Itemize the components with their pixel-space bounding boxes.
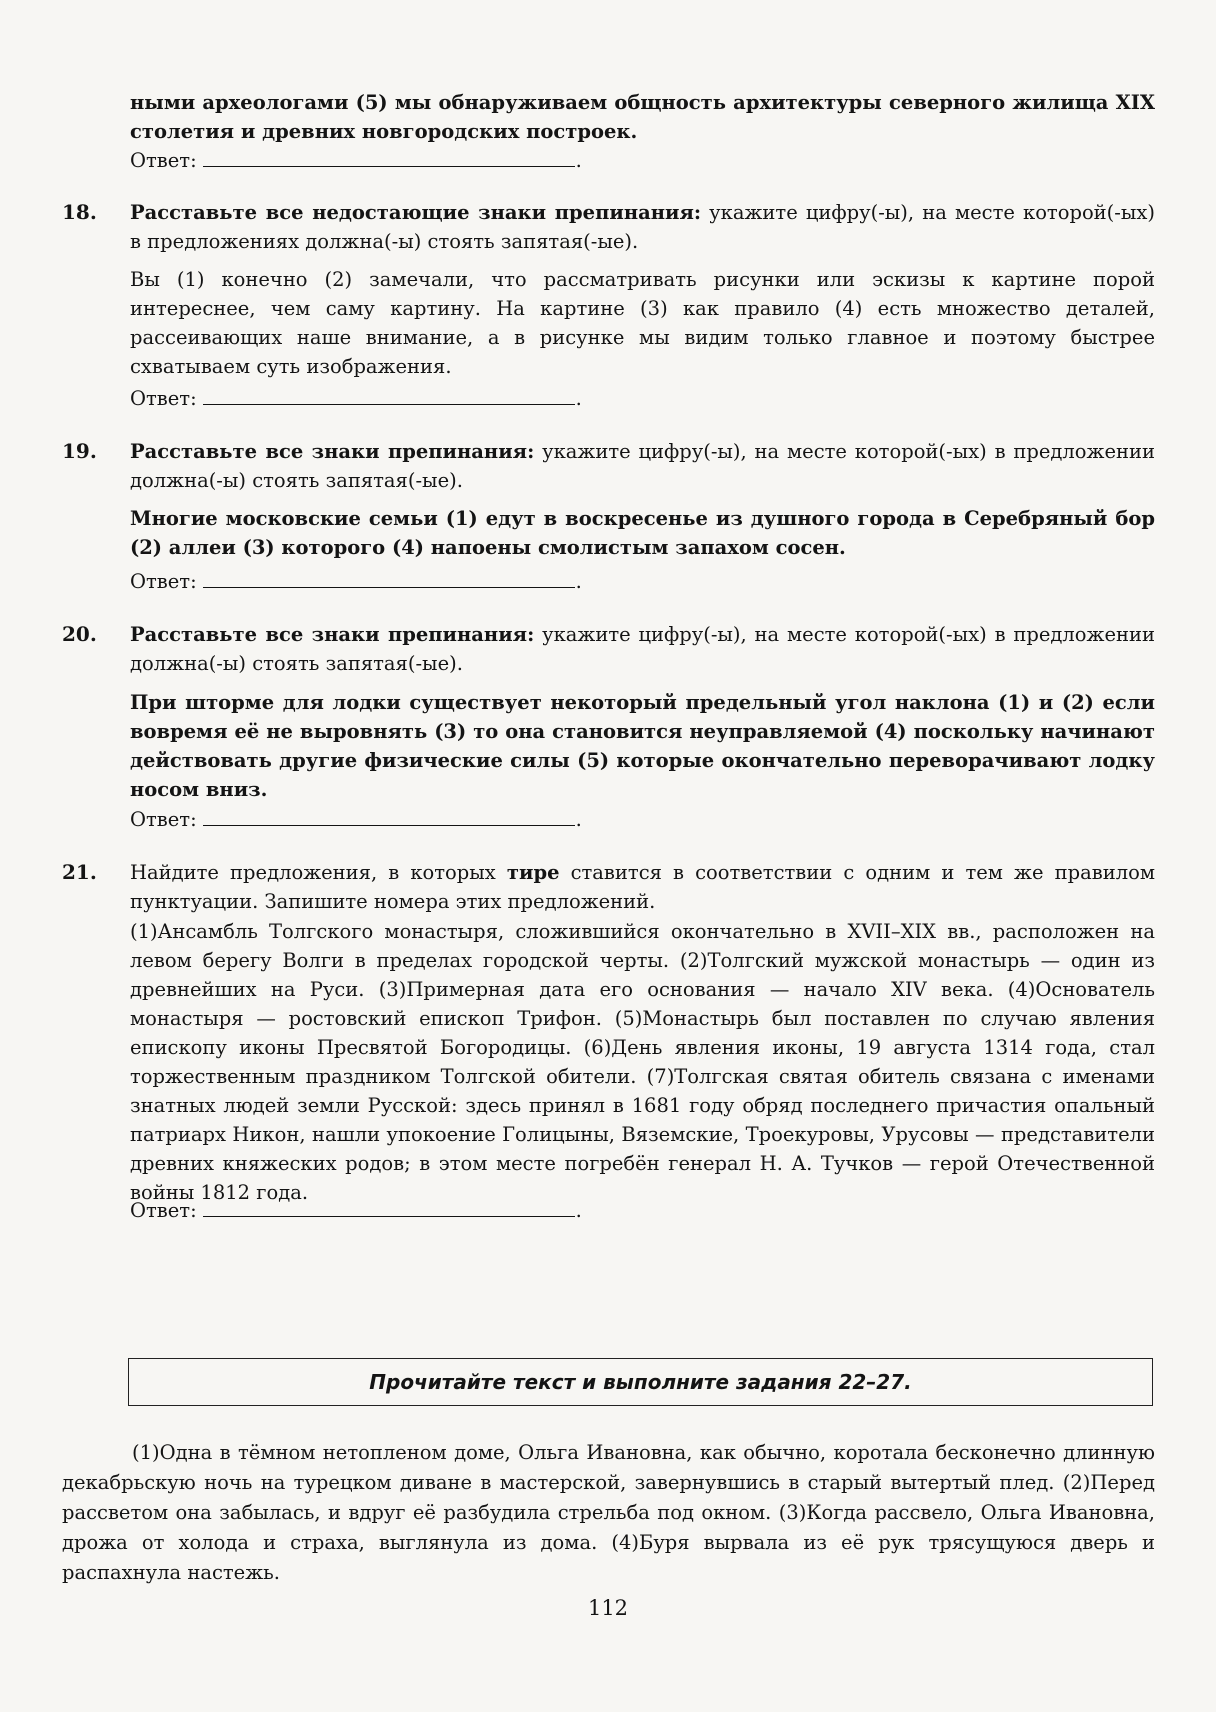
answer-line[interactable] — [203, 146, 575, 167]
answer-line[interactable] — [203, 805, 575, 826]
q18-task — [130, 198, 1155, 256]
section-header: Прочитайте текст и выполните задания 22–27. — [369, 1370, 912, 1394]
q18-task-rest: укажите цифру(-ы), на месте которой(-ых) в предложениях должна(-ы) стоять запятая(-ые). — [130, 201, 1155, 253]
answer-label: Ответ: — [130, 387, 197, 410]
q19-text: Многие московские семьи (1) едут в воскресенье из душного города в Серебряный бор (2) аллеи (3) которого (4) напоены смолистым запахом сосен. — [130, 507, 1155, 559]
q21-number: 21. — [62, 860, 97, 884]
q19-number: 19. — [62, 439, 97, 463]
q17-answer-field[interactable]: Ответ: . — [130, 146, 582, 175]
q20-number: 20. — [62, 622, 97, 646]
q18-number: 18. — [62, 200, 97, 224]
reading-passage: (1)Одна в тёмном нетопленом доме, Ольга Ивановна, как обычно, коротала бесконечно длинную декабрьскую ночь на турецком диване в мастерской, завернувшись в старый вытертый плед. (2)Перед рассветом она забылась, и вдруг её разбудила стрельба под окном. (3)Когда рассвело, Ольга Ивановна, дрожа от холода и страха, выглянула из дома. (4)Буря вырвала из её рук трясущуюся дверь и распахнула настежь. — [62, 1441, 1155, 1584]
q20-answer-field[interactable]: Ответ: . — [130, 805, 582, 834]
q19-answer-field[interactable]: Ответ: . — [130, 567, 582, 596]
answer-line[interactable] — [203, 567, 575, 588]
q18-text: Вы (1) конечно (2) замечали, что рассматривать рисунки или эскизы к картине порой интереснее, чем саму картину. На картине (3) как правило (4) есть множество деталей, рассеивающих наше внимание, а в рисунке мы видим только главное и поэтому быстрее схватываем суть изображения. — [130, 268, 1155, 378]
answer-label: Ответ: — [130, 808, 197, 831]
q19-task-rest: укажите цифру(-ы), на месте которой(-ых) в предложении должна(-ы) стоять запятая(-ые). — [130, 440, 1155, 492]
page-number: 112 — [587, 1596, 629, 1620]
q21-task-b: ставится в соответствии с одним и тем же правилом пунктуации. Запишите номера этих предложений. — [130, 861, 1155, 913]
q19-task — [130, 437, 1155, 495]
section-header-box — [128, 1358, 1153, 1406]
q21-task-bold: тире — [506, 861, 560, 884]
answer-label: Ответ: — [130, 1199, 197, 1222]
q20-task — [130, 620, 1155, 678]
q19-task-bold: Расставьте все знаки препинания: — [130, 440, 535, 463]
q20-text: При шторме для лодки существует некоторый предельный угол наклона (1) и (2) если вовремя её не выровнять (3) то она становится неуправляемой (4) поскольку начинают действовать другие физические силы (5) которые окончательно переворачивают лодку носом вниз. — [130, 691, 1155, 801]
q20-task-bold: Расставьте все знаки препинания: — [130, 623, 535, 646]
q21-task-a: Найдите предложения, в которых — [130, 861, 507, 884]
q21-text: (1)Ансамбль Толгского монастыря, сложившийся окончательно в XVII–XIX вв., расположен на левом берегу Волги в пределах городской черты. (2)Толгский мужской монастырь — один из древнейших на Руси. (3)Примерная дата его основания — начало XIV века. (4)Основатель монастыря — ростовский епископ Трифон. (5)Монастырь был поставлен по случаю явления епископу иконы Пресвятой Богородицы. (6)День явления иконы, 19 августа 1314 года, стал торжественным праздником Толгской обители. (7)Толгская святая обитель связана с именами знатных людей земли Русской: здесь принял в 1681 году обряд последнего причастия опальный патриарх Никон, нашли упокоение Голицыны, Вяземские, Троекуровы, Урусовы — представители древних княжеских родов; в этом месте погребён генерал Н. А. Тучков — герой Отечественной войны 1812 года. — [130, 920, 1155, 1204]
q21-answer-field[interactable]: Ответ: . — [130, 1196, 582, 1225]
q21-task — [130, 858, 1155, 916]
answer-line[interactable] — [203, 384, 575, 405]
answer-label: Ответ: — [130, 570, 197, 593]
answer-line[interactable] — [203, 1196, 575, 1217]
q20-task-rest: укажите цифру(-ы), на месте которой(-ых) в предложении должна(-ы) стоять запятая(-ые). — [130, 623, 1155, 675]
answer-label: Ответ: — [130, 149, 197, 172]
q17-sentence-tail: ными археологами (5) мы обнаруживаем общность архитектуры северного жилища XIX столетия и древних новгородских построек. — [130, 91, 1155, 143]
q18-answer-field[interactable]: Ответ: . — [130, 384, 582, 413]
q18-task-bold: Расставьте все недостающие знаки препинания: — [130, 201, 702, 224]
